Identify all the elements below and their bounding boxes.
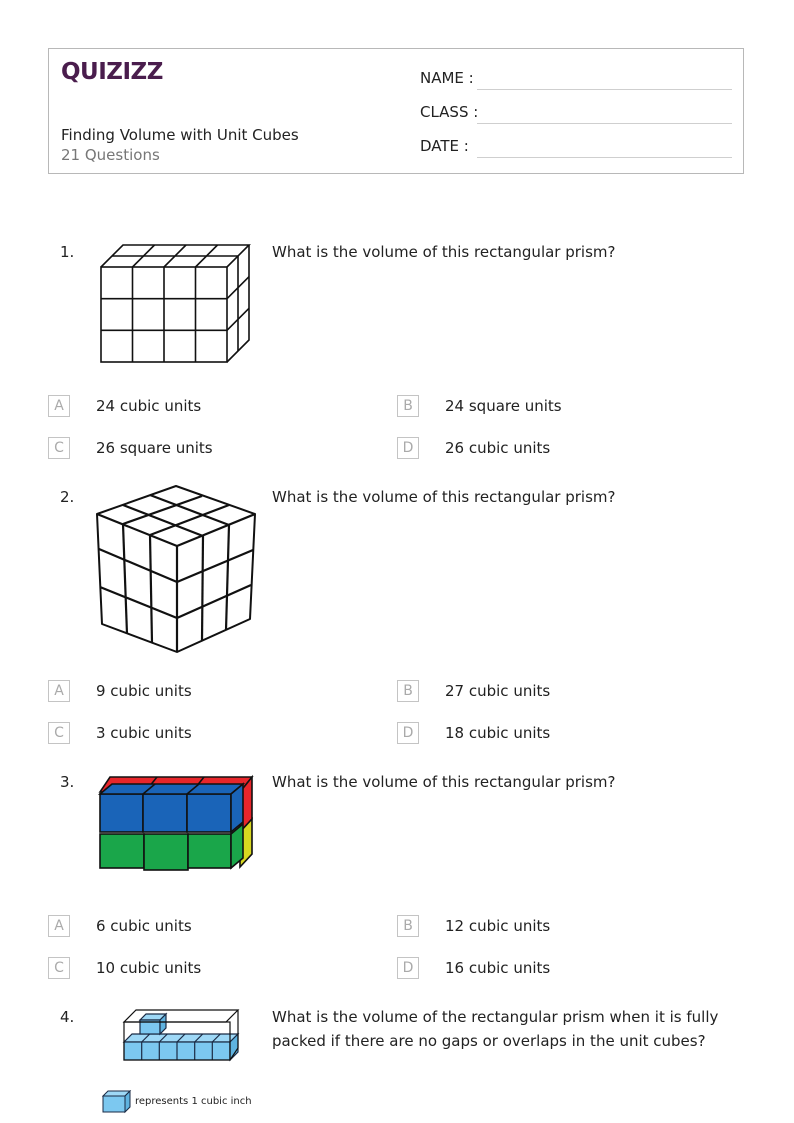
question-3-option-d[interactable]: 16 cubic units (445, 959, 551, 977)
unit-cube-legend-icon (102, 1090, 132, 1114)
question-2-cube-figure (94, 484, 258, 656)
question-3-text: What is the volume of this rectangular prism? (272, 773, 616, 791)
question-2-option-b[interactable]: 27 cubic units (445, 682, 551, 700)
question-2-option-a[interactable]: 9 cubic units (96, 682, 192, 700)
question-3-option-b-box[interactable]: B (397, 915, 419, 937)
name-field[interactable] (477, 89, 732, 90)
question-4-number: 4. (60, 1008, 75, 1026)
question-3-option-a-box[interactable]: A (48, 915, 70, 937)
question-1-text: What is the volume of this rectangular prism? (272, 243, 616, 261)
question-4-partial-prism-figure (120, 1008, 244, 1064)
question-2-option-c[interactable]: 3 cubic units (96, 724, 192, 742)
question-1-option-a[interactable]: 24 cubic units (96, 397, 202, 415)
question-4-text: What is the volume of the rectangular prism when it is fully packed if there are no gaps or overlaps in the unit cubes? (272, 1008, 719, 1050)
question-1-prism-figure (98, 242, 254, 366)
question-2-option-d-box[interactable]: D (397, 722, 419, 744)
question-1-option-b[interactable]: 24 square units (445, 397, 562, 415)
quizizz-logo: QUIZIZZ (61, 59, 163, 85)
question-3-option-c[interactable]: 10 cubic units (96, 959, 202, 977)
question-1-option-d-box[interactable]: D (397, 437, 419, 459)
question-2-option-d[interactable]: 18 cubic units (445, 724, 551, 742)
worksheet-title: Finding Volume with Unit Cubes (61, 126, 299, 144)
question-1-option-c[interactable]: 26 square units (96, 439, 213, 457)
question-1-number: 1. (60, 243, 75, 261)
class-label: CLASS : (420, 103, 479, 121)
date-label: DATE : (420, 137, 469, 155)
question-2-option-b-box[interactable]: B (397, 680, 419, 702)
question-3-option-a[interactable]: 6 cubic units (96, 917, 192, 935)
date-field[interactable] (477, 157, 732, 158)
question-1-option-c-box[interactable]: C (48, 437, 70, 459)
question-3-number: 3. (60, 773, 75, 791)
question-count: 21 Questions (61, 146, 160, 164)
question-2-option-a-box[interactable]: A (48, 680, 70, 702)
question-2-number: 2. (60, 488, 75, 506)
question-2-text: What is the volume of this rectangular prism? (272, 488, 616, 506)
question-3-option-c-box[interactable]: C (48, 957, 70, 979)
class-field[interactable] (477, 123, 732, 124)
name-label: NAME : (420, 69, 474, 87)
question-1-option-a-box[interactable]: A (48, 395, 70, 417)
unit-cube-legend-caption: represents 1 cubic inch (135, 1096, 252, 1107)
question-1-option-d[interactable]: 26 cubic units (445, 439, 551, 457)
question-3-option-d-box[interactable]: D (397, 957, 419, 979)
worksheet-header (48, 48, 744, 174)
question-3-option-b[interactable]: 12 cubic units (445, 917, 551, 935)
question-1-option-b-box[interactable]: B (397, 395, 419, 417)
question-3-colored-prism-figure (98, 774, 256, 874)
question-2-option-c-box[interactable]: C (48, 722, 70, 744)
